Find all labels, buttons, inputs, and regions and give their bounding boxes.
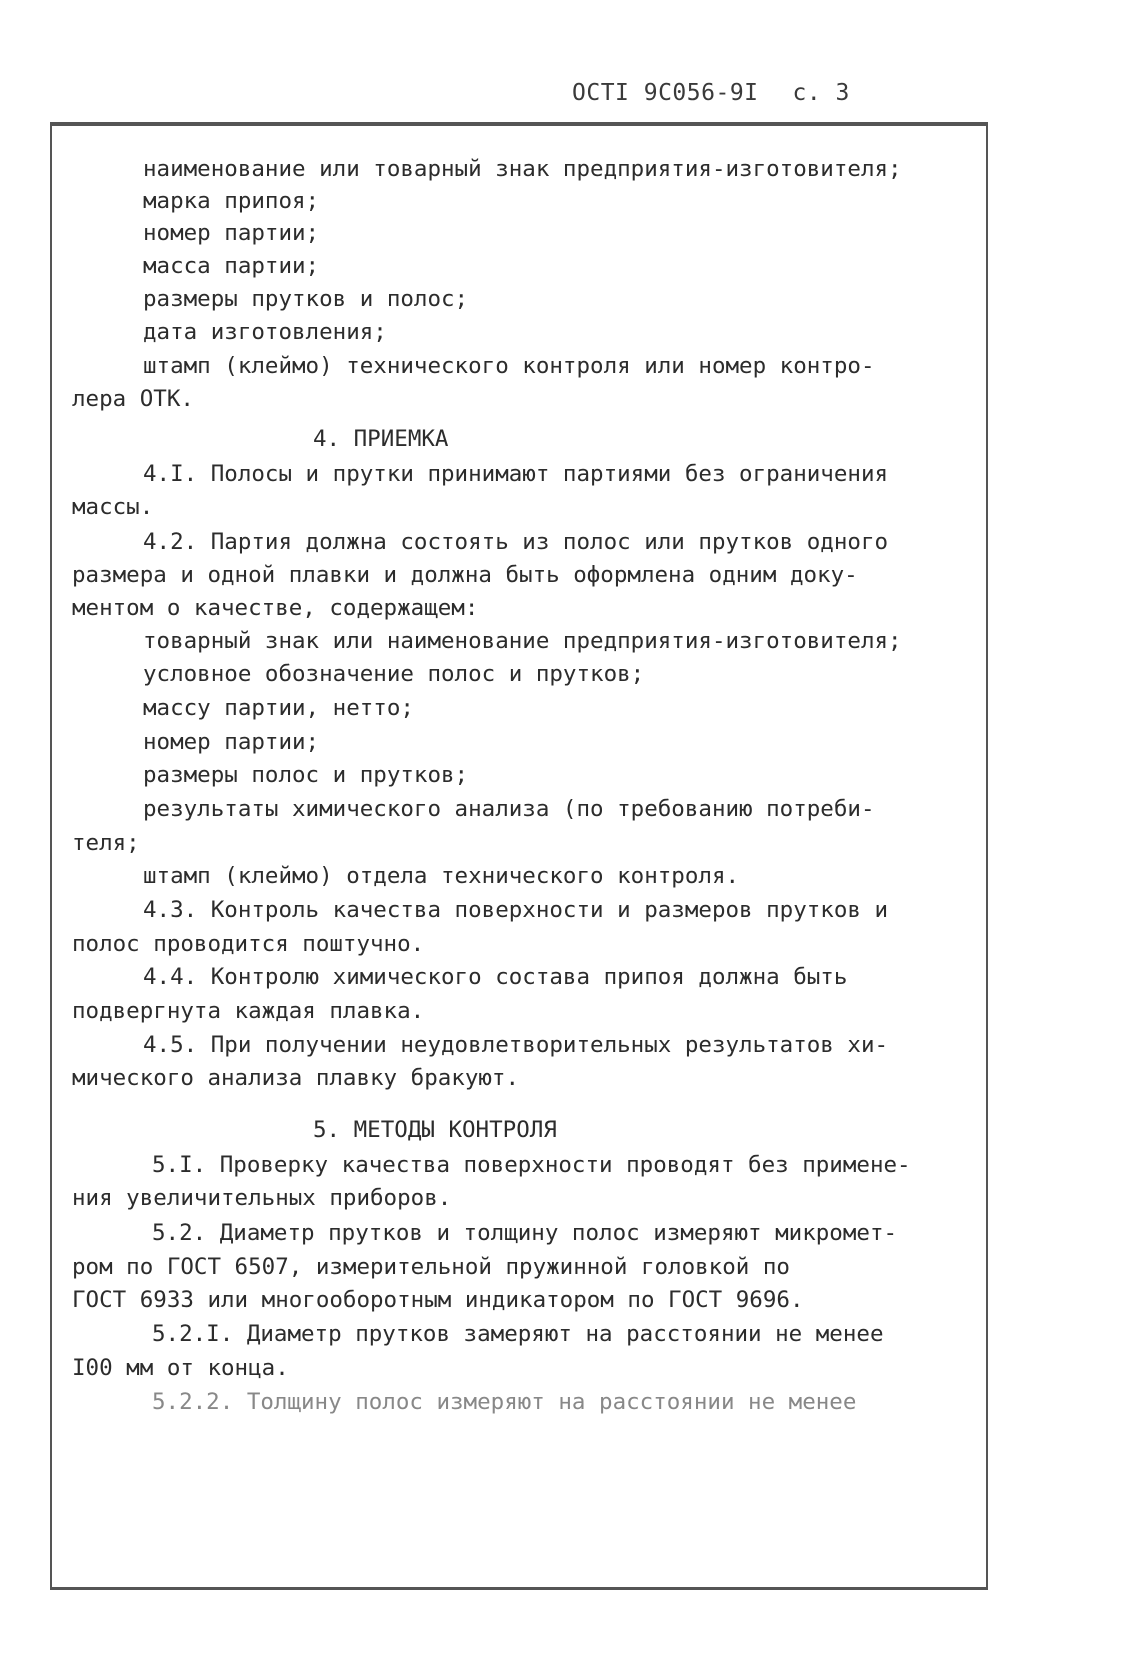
text-line: дата изготовления; <box>143 319 387 345</box>
text-line: наименование или товарный знак предприятия-изготовителя; <box>143 156 902 182</box>
text-line: 4.4. Контролю химического состава припоя должна быть <box>143 964 848 990</box>
document-number: ОСТI 9С056-9I <box>572 80 759 106</box>
text-line: 4.I. Полосы и прутки принимают партиями без ограничения <box>143 461 889 487</box>
text-line: марка припоя; <box>143 188 320 214</box>
text-line: подвергнута каждая плавка. <box>72 998 425 1024</box>
text-line: размера и одной плавки и должна быть оформлена одним доку- <box>72 562 858 588</box>
text-line: ром по ГОСТ 6507, измерительной пружинной головкой по <box>72 1254 790 1280</box>
text-line: штамп (клеймо) отдела технического контроля. <box>143 863 740 889</box>
text-line: ментом о качестве, содержащем: <box>72 595 479 621</box>
text-line: ГОСТ 6933 или многооборотным индикатором по ГОСТ 9696. <box>72 1287 804 1313</box>
text-line: лера ОТК. <box>72 386 194 412</box>
text-line: теля; <box>72 830 140 856</box>
page-header <box>572 80 850 106</box>
text-line: массы. <box>72 494 154 520</box>
text-line: 5.2. Диаметр прутков и толщину полос измеряют микромет- <box>152 1220 898 1246</box>
text-line: размеры полос и прутков; <box>143 762 469 788</box>
section-heading: 4. ПРИЕМКА <box>313 426 449 452</box>
text-line: товарный знак или наименование предприятия-изготовителя; <box>143 628 902 654</box>
text-line: размеры прутков и полос; <box>143 286 469 312</box>
text-line: 4.2. Партия должна состоять из полос или прутков одного <box>143 529 889 555</box>
text-line: номер партии; <box>143 729 320 755</box>
text-line: номер партии; <box>143 220 320 246</box>
text-line: ния увеличительных приборов. <box>72 1185 452 1211</box>
text-line: мического анализа плавку бракуют. <box>72 1065 520 1091</box>
text-line: штамп (клеймо) технического контроля или номер контро- <box>143 353 875 379</box>
text-line: 5.I. Проверку качества поверхности проводят без примене- <box>152 1152 911 1178</box>
text-line: результаты химического анализа (по требованию потреби- <box>143 796 875 822</box>
text-line: масса партии; <box>143 253 320 279</box>
text-line: 5.2.2. Толщину полос измеряют на расстоянии не менее <box>152 1389 857 1415</box>
page-number: с. 3 <box>792 80 850 106</box>
text-line: 4.3. Контроль качества поверхности и размеров прутков и <box>143 897 889 923</box>
text-line: I00 мм от конца. <box>72 1355 289 1381</box>
text-line: полос проводится поштучно. <box>72 931 425 957</box>
text-line: массу партии, нетто; <box>143 695 414 721</box>
section-heading: 5. МЕТОДЫ КОНТРОЛЯ <box>313 1117 557 1143</box>
text-line: 5.2.I. Диаметр прутков замеряют на расстоянии не менее <box>152 1321 884 1347</box>
text-line: 4.5. При получении неудовлетворительных результатов хи- <box>143 1032 889 1058</box>
text-line: условное обозначение полос и прутков; <box>143 661 645 687</box>
